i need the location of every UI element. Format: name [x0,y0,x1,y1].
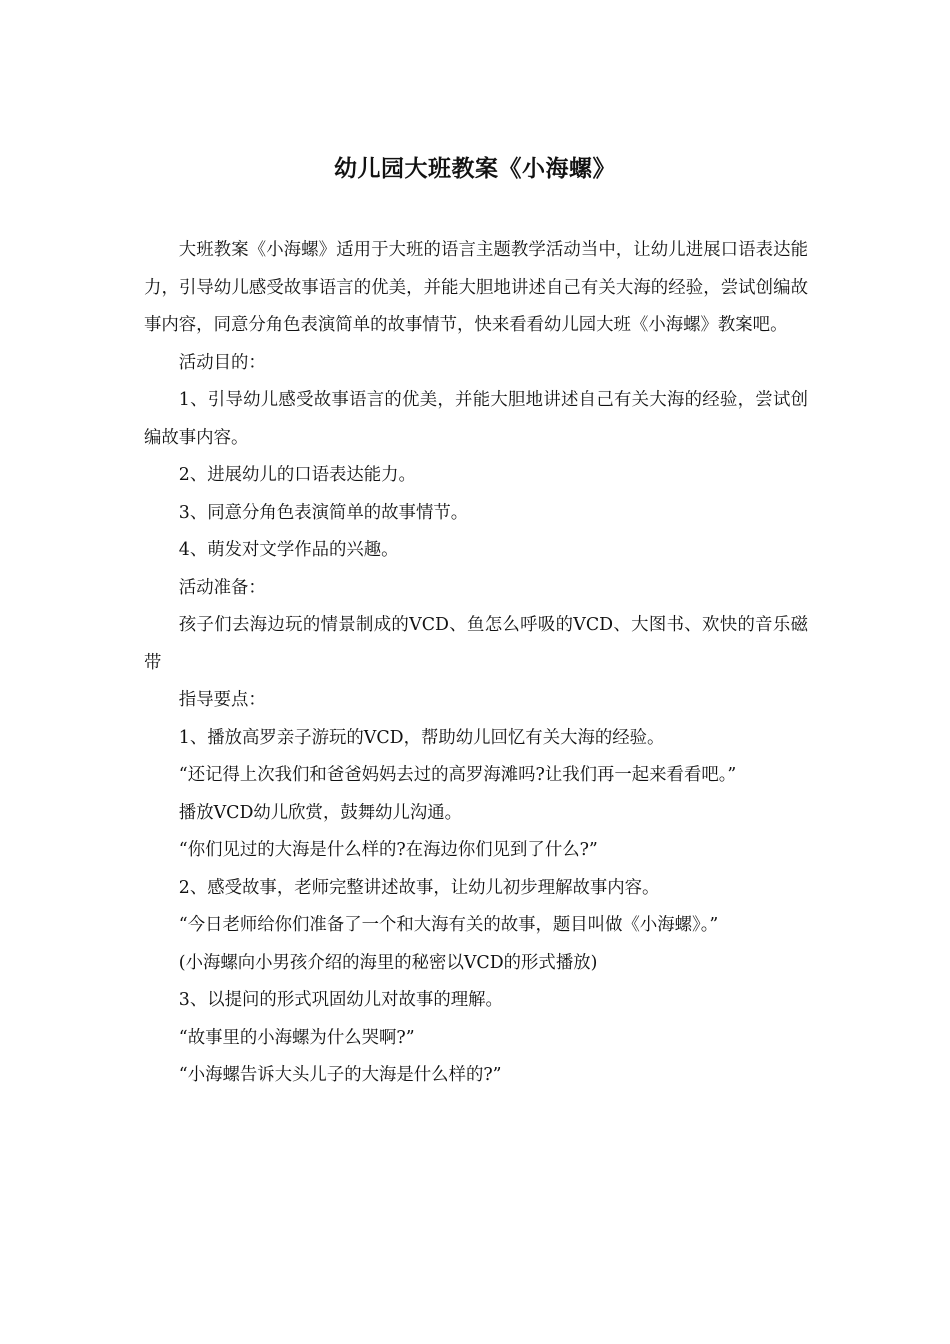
note-paragraph: (小海螺向小男孩介绍的海里的秘密以VCD的形式播放) [178,952,598,973]
quote-paragraph: “故事里的小海螺为什么哭啊?” [178,1027,415,1048]
goal-item-1: 1、引导幼儿感受故事语言的优美，并能大胆地讲述自己有关大海的经验，尝试创编故事内容。 [144,390,808,448]
body-paragraph: 播放VCD幼儿欣赏，鼓舞幼儿沟通。 [178,802,463,823]
section-heading-guidance: 指导要点： [178,690,266,710]
preparation-text: 孩子们去海边玩的情景制成的VCD、鱼怎么呼吸的VCD、大图书、欢快的音乐磁带 [144,615,808,673]
quote-paragraph: “还记得上次我们和爸爸妈妈去过的高罗海滩吗?让我们再一起来看看吧。” [178,765,737,785]
section-heading-goals: 活动目的： [178,352,266,373]
goal-item-4: 4、萌发对文学作品的兴趣。 [178,540,399,560]
goal-item-2: 2、进展幼儿的口语表达能力。 [178,465,416,485]
quote-paragraph: “你们见过的大海是什么样的?在海边你们见到了什么?” [178,840,598,860]
guidance-item-1: 1、播放高罗亲子游玩的VCD，帮助幼儿回忆有关大海的经验。 [178,727,665,748]
section-heading-preparation: 活动准备： [178,577,266,598]
quote-paragraph: “今日老师给你们准备了一个和大海有关的故事，题目叫做《小海螺》。” [178,915,719,935]
guidance-item-2: 2、感受故事，老师完整讲述故事，让幼儿初步理解故事内容。 [178,877,660,898]
intro-paragraph: 大班教案《小海螺》适用于大班的语言主题教学活动当中，让幼儿进展口语表达能力，引导幼儿感受故事语言的优美，并能大胆地讲述自己有关大海的经验，尝试创编故事内容，同意分角色表演简单的故事情节，快来看看幼儿园大班《小海螺》教案吧。 [144,240,808,335]
document-body [144,232,808,1095]
document-title: 幼儿园大班教案《小海螺》 [334,156,616,182]
goal-item-3: 3、同意分角色表演简单的故事情节。 [178,502,469,523]
quote-paragraph: “小海螺告诉大头儿子的大海是什么样的?” [178,1065,502,1085]
guidance-item-3: 3、以提问的形式巩固幼儿对故事的理解。 [178,990,503,1010]
